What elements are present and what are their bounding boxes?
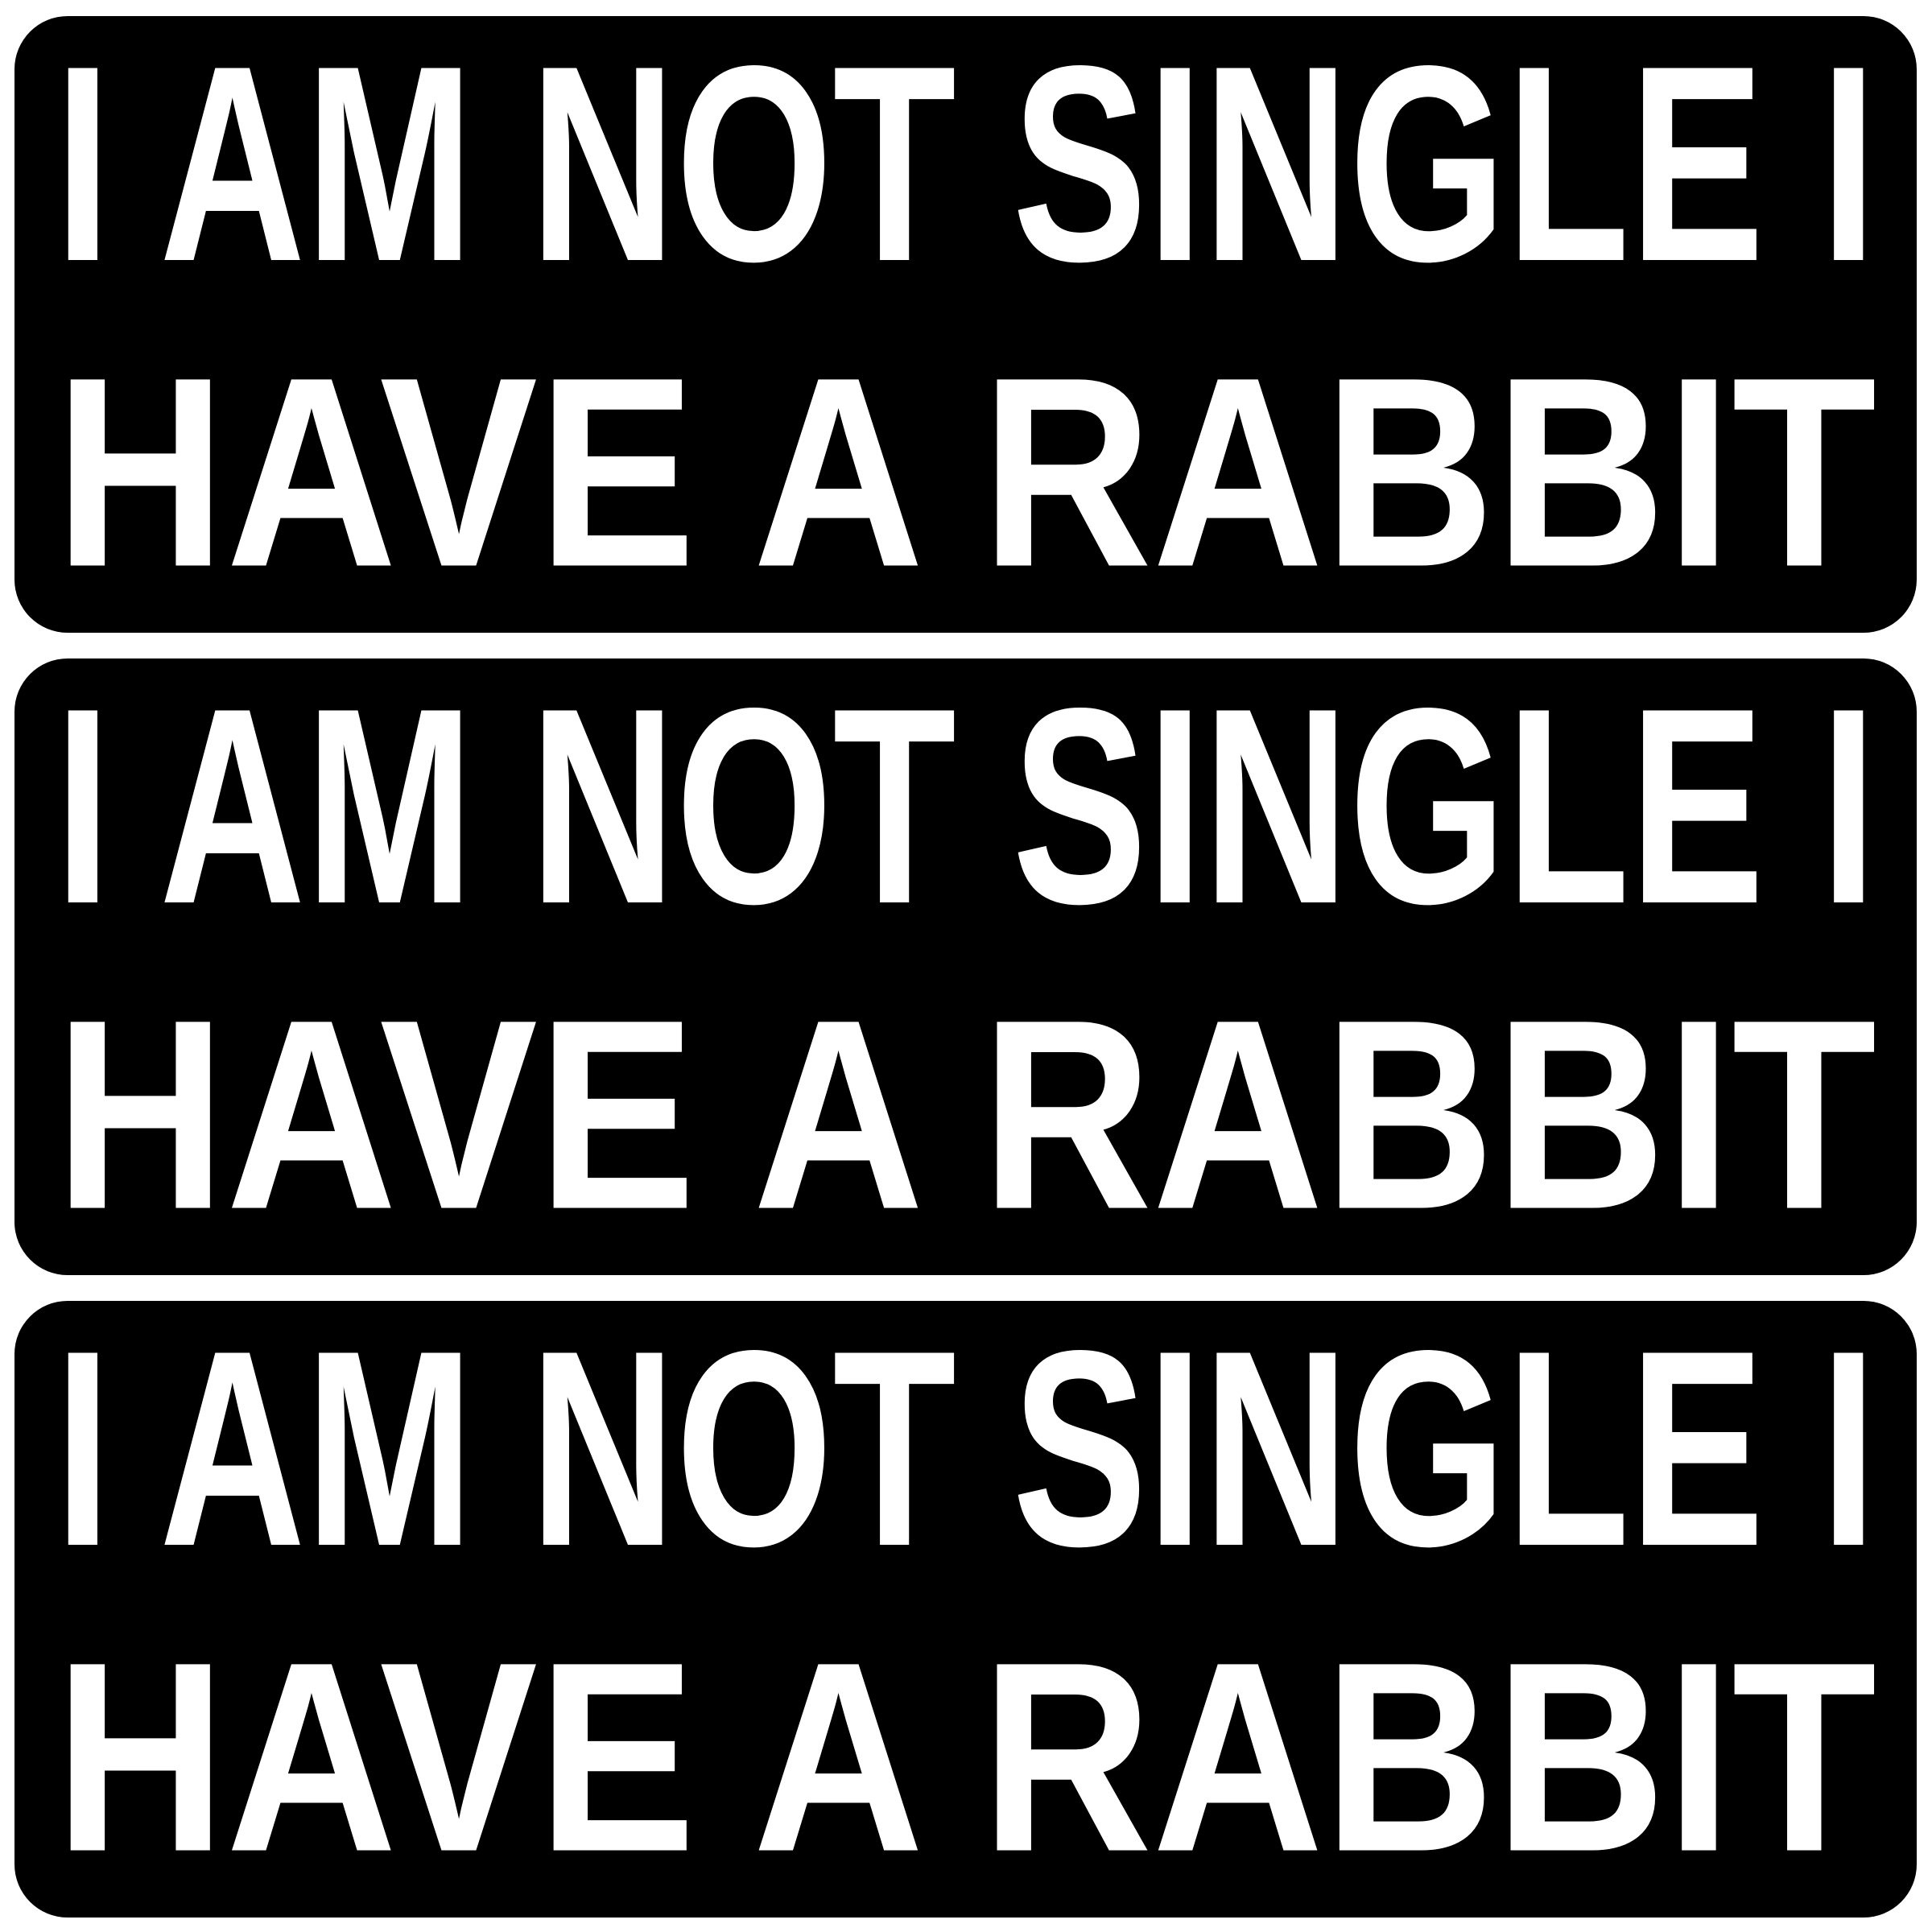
sticker-2-line-1-text: I AM NOT SINGLE I <box>55 650 1877 962</box>
sticker-3-line-2 <box>55 1605 1877 1908</box>
sticker-2-line-1 <box>55 650 1877 962</box>
sticker-1 <box>14 7 1917 633</box>
sticker-1-line-2-text: HAVE A RABBIT <box>55 320 1877 623</box>
sticker-3-line-1-text: I AM NOT SINGLE I <box>55 1292 1877 1604</box>
sticker-2 <box>14 650 1917 1275</box>
sticker-2-line-2 <box>55 963 1877 1265</box>
sticker-3-line-2-text: HAVE A RABBIT <box>55 1605 1877 1908</box>
sticker-3 <box>14 1292 1917 1918</box>
sticker-3-line-1 <box>55 1292 1877 1604</box>
sticker-2-line-2-text: HAVE A RABBIT <box>55 963 1877 1265</box>
sticker-1-line-1 <box>55 7 1877 320</box>
sticker-1-line-1-text: I AM NOT SINGLE I <box>55 7 1877 320</box>
sticker-1-line-2 <box>55 320 1877 623</box>
